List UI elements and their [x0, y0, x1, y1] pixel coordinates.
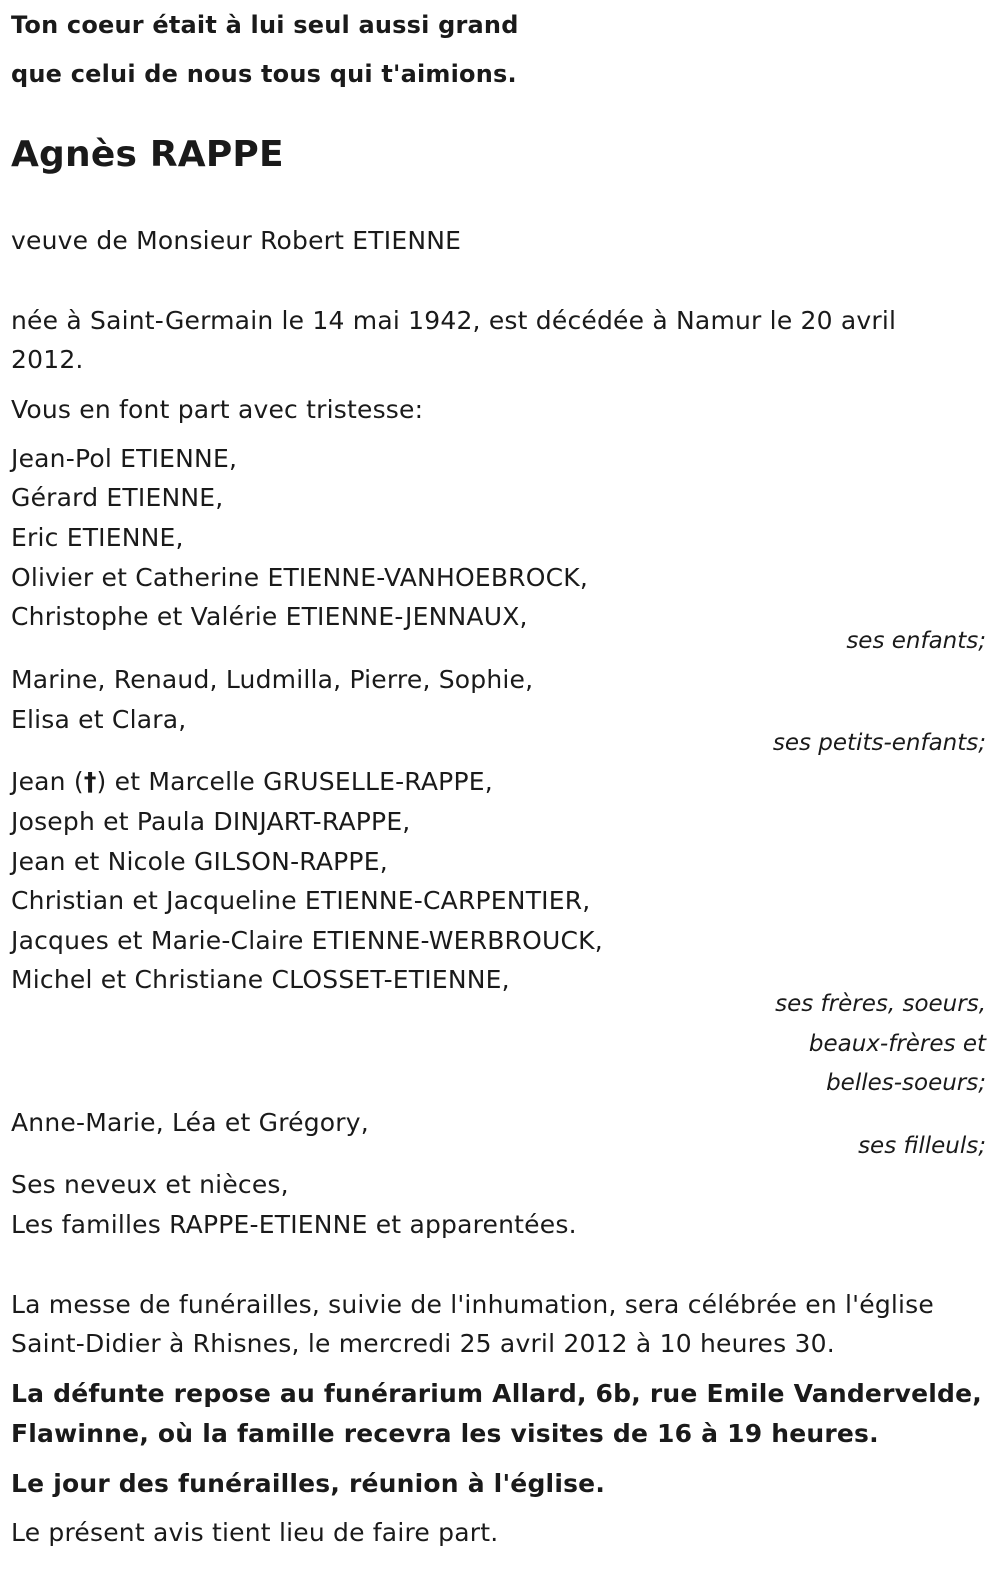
grandchild-names: Elisa et Clara, — [11, 705, 187, 734]
cross-icon: † — [83, 767, 97, 796]
role-siblings-line: ses frères, soeurs, — [775, 991, 986, 1017]
godchild-names: Anne-Marie, Léa et Grégory, — [11, 1108, 369, 1137]
role-children: ses enfants; — [846, 628, 986, 654]
role-siblings-line: beaux-frères et — [808, 1031, 986, 1057]
sibling-name-prefix: Jean ( — [11, 767, 84, 796]
announcement-intro: Vous en font part avec tristesse: — [11, 395, 424, 424]
sibling-name: Jean et Nicole GILSON-RAPPE, — [11, 847, 388, 876]
quote-line-1: Ton coeur était à lui seul aussi grand — [11, 11, 519, 39]
child-name: Eric ETIENNE, — [11, 523, 184, 552]
closing-note: Le présent avis tient lieu de faire part. — [11, 1518, 499, 1547]
meeting-note: Le jour des funérailles, réunion à l'église. — [11, 1469, 606, 1498]
ceremony-line-2: Saint-Didier à Rhisnes, le mercredi 25 avril 2012 à 10 heures 30. — [11, 1329, 835, 1358]
sibling-name: Christian et Jacqueline ETIENNE-CARPENTIER, — [11, 886, 591, 915]
sibling-name: Michel et Christiane CLOSSET-ETIENNE, — [11, 965, 510, 994]
other-relatives: Ses neveux et nièces, — [11, 1170, 289, 1199]
sibling-name: Jacques et Marie-Claire ETIENNE-WERBROUCK, — [11, 926, 603, 955]
sibling-name: Joseph et Paula DINJART-RAPPE, — [11, 807, 411, 836]
child-name: Gérard ETIENNE, — [11, 483, 224, 512]
other-relatives: Les familles RAPPE-ETIENNE et apparentées. — [11, 1210, 577, 1239]
child-name: Olivier et Catherine ETIENNE-VANHOEBROCK, — [11, 563, 589, 592]
grandchild-names: Marine, Renaud, Ludmilla, Pierre, Sophie, — [11, 665, 534, 694]
sibling-name-suffix: ) et Marcelle GRUSELLE-RAPPE, — [96, 767, 493, 796]
role-siblings-line: belles-soeurs; — [826, 1070, 986, 1096]
ceremony-line-1: La messe de funérailles, suivie de l'inhumation, sera célébrée en l'église — [11, 1290, 934, 1319]
child-name: Jean-Pol ETIENNE, — [11, 444, 238, 473]
deceased-name: Agnès RAPPE — [11, 134, 284, 175]
birth-death-line-2: 2012. — [11, 345, 84, 374]
widow-of: veuve de Monsieur Robert ETIENNE — [11, 226, 462, 255]
role-grandchildren: ses petits-enfants; — [772, 730, 986, 756]
sibling-name — [11, 766, 493, 798]
role-godchildren: ses filleuls; — [858, 1133, 986, 1159]
quote-line-2: que celui de nous tous qui t'aimions. — [11, 60, 517, 88]
child-name: Christophe et Valérie ETIENNE-JENNAUX, — [11, 602, 528, 631]
funeral-home-line-2: Flawinne, où la famille recevra les visites de 16 à 19 heures. — [11, 1419, 879, 1448]
birth-death-line-1: née à Saint-Germain le 14 mai 1942, est décédée à Namur le 20 avril — [11, 306, 897, 335]
funeral-home-line-1: La défunte repose au funérarium Allard, 6b, rue Emile Vandervelde, — [11, 1379, 982, 1408]
